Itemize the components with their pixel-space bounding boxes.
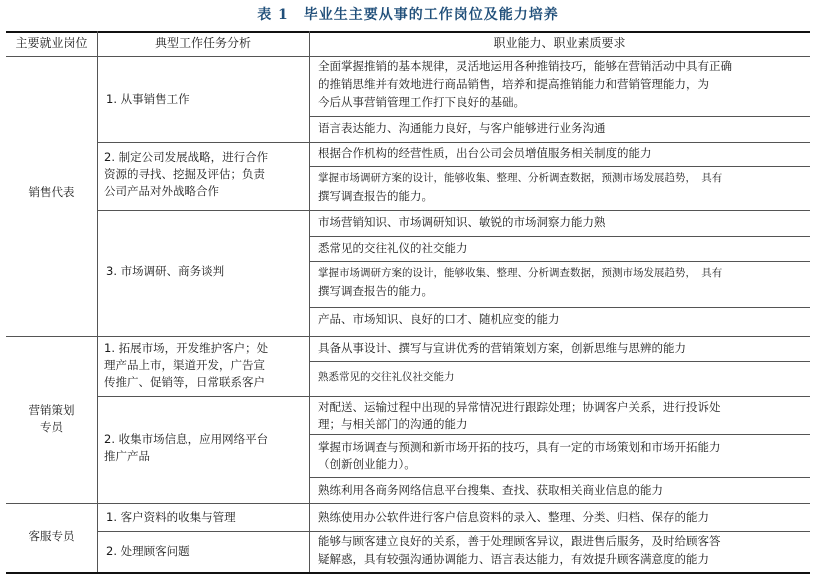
task-rule bbox=[97, 210, 810, 211]
ability-text: 市场营销知识、市场调研知识、敏锐的市场洞察力能力熟 bbox=[318, 215, 606, 229]
ability-text: （创新创业能力）。 bbox=[318, 457, 416, 471]
header-abilities: 职业能力、职业素质要求 bbox=[493, 36, 626, 50]
position-marketing: 营销策划 bbox=[28, 403, 75, 417]
ability-text: 能够与顾客建立良好的关系，善于处理顾客异议，跟进售后服务，及时给顾客答 bbox=[318, 534, 721, 548]
task-text: 2. 处理顾客问题 bbox=[106, 544, 190, 558]
ability-rule bbox=[309, 236, 810, 237]
ability-text: 的推销思维并有效地进行商品销售，培养和提高推销能力和营销管理能力，为 bbox=[318, 77, 709, 91]
ability-rule bbox=[309, 261, 810, 262]
task-text: 资源的寻找、挖掘及评估；负责 bbox=[104, 167, 265, 181]
ability-text: 产品、市场知识、良好的口才、随机应变的能力 bbox=[318, 312, 560, 326]
task-text: 2. 制定公司发展战略，进行合作 bbox=[104, 150, 269, 164]
top-rule bbox=[6, 31, 810, 33]
task-text: 理产品上市，渠道开发，广告宣 bbox=[104, 358, 265, 372]
task-rule bbox=[97, 531, 810, 532]
ability-text: 理；与相关部门的沟通的能力 bbox=[318, 417, 468, 431]
task-text: 2. 收集市场信息，应用网络平台 bbox=[104, 432, 269, 446]
header-rule bbox=[6, 56, 810, 57]
ability-rule bbox=[309, 116, 810, 117]
col-divider-1 bbox=[97, 31, 98, 572]
ability-text: 掌握市场调研方案的设计，能够收集、整理、分析调查数据，预测市场发展趋势， 具有 bbox=[318, 267, 723, 279]
ability-rule bbox=[309, 166, 810, 167]
ability-text: 熟悉常见的交往礼仪社交能力 bbox=[318, 371, 455, 383]
col-divider-2 bbox=[309, 31, 310, 572]
ability-text: 对配送、运输过程中出现的异常情况进行跟踪处理；协调客户关系，进行投诉处 bbox=[318, 400, 721, 414]
ability-text: 熟练使用办公软件进行客户信息资料的录入、整理、分类、归档、保存的能力 bbox=[318, 510, 709, 524]
ability-text: 掌握市场调研方案的设计，能够收集、整理、分析调查数据，预测市场发展趋势， 具有 bbox=[318, 172, 723, 184]
ability-rule bbox=[309, 434, 810, 435]
position-service: 客服专员 bbox=[28, 529, 75, 543]
position-marketing: 专员 bbox=[40, 420, 63, 434]
ability-text: 全面掌握推销的基本规律，灵活地运用各种推销技巧，能够在营销活动中具有正确 bbox=[318, 59, 732, 73]
table-title: 表 1 毕业生主要从事的工作岗位及能力培养 bbox=[257, 7, 559, 23]
ability-text: 撰写调查报告的能力。 bbox=[318, 189, 433, 203]
group-rule-2 bbox=[6, 503, 810, 504]
ability-rule bbox=[309, 307, 810, 308]
task-text: 传推广、促销等，日常联系客户 bbox=[104, 375, 265, 389]
ability-text: 熟练利用各商务网络信息平台搜集、查找、获取相关商业信息的能力 bbox=[318, 483, 663, 497]
ability-text: 今后从事营销管理工作打下良好的基础。 bbox=[318, 95, 525, 109]
ability-text: 撰写调查报告的能力。 bbox=[318, 284, 433, 298]
task-rule bbox=[97, 396, 810, 397]
task-rule bbox=[97, 142, 810, 143]
ability-text: 掌握市场调查与预测和新市场开拓的技巧，具有一定的市场策划和市场开拓能力 bbox=[318, 440, 721, 454]
group-rule-1 bbox=[6, 336, 810, 337]
task-text: 1. 从事销售工作 bbox=[106, 92, 190, 106]
ability-text: 具备从事设计、撰写与宣讲优秀的营销策划方案，创新思维与思辨的能力 bbox=[318, 341, 686, 355]
ability-text: 根据合作机构的经营性质，出台公司会员增值服务相关制度的能力 bbox=[318, 146, 652, 160]
ability-rule bbox=[309, 477, 810, 478]
task-text: 3. 市场调研、商务谈判 bbox=[106, 264, 225, 278]
task-text: 1. 客户资料的收集与管理 bbox=[106, 510, 236, 524]
header-tasks: 典型工作任务分析 bbox=[154, 36, 251, 50]
task-text: 公司产品对外战略合作 bbox=[104, 184, 219, 198]
task-text: 1. 拓展市场，开发维护客户；处 bbox=[104, 341, 269, 355]
header-position: 主要就业岗位 bbox=[15, 36, 88, 50]
ability-text: 语言表达能力、沟通能力良好，与客户能够进行业务沟通 bbox=[318, 121, 606, 135]
ability-text: 疑解惑，具有较强沟通协调能力、语言表达能力，有效提升顾客满意度的能力 bbox=[318, 552, 709, 566]
position-sales: 销售代表 bbox=[28, 185, 75, 199]
bottom-rule bbox=[6, 572, 810, 574]
task-text: 推广产品 bbox=[104, 449, 150, 463]
ability-text: 悉常见的交往礼仪的社交能力 bbox=[318, 241, 468, 255]
ability-rule bbox=[309, 361, 810, 362]
